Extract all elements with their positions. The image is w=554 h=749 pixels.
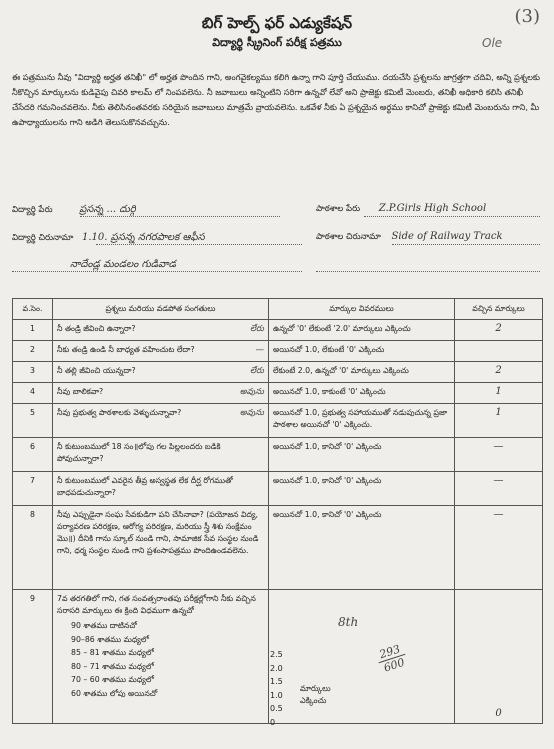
row-question: నీ కుటుంబములో 18 సం॥లోపు గల పిల్లలందరు బడికి పోవుచున్నారా? bbox=[53, 438, 269, 472]
grade-band: 85 – 81 శాతము మధ్యలో bbox=[71, 648, 154, 657]
row-number: 1 bbox=[13, 320, 53, 341]
row-marks: లేకుంటే 2.0, ఉన్నచో '0' మార్కులు ఎక్కించు bbox=[269, 362, 455, 383]
col-marks-details: మార్కుల వివరములు bbox=[269, 299, 455, 320]
corner-mark: (3) bbox=[514, 6, 540, 27]
school-name-value[interactable]: Z.P.Girls High School bbox=[378, 203, 487, 214]
row-score[interactable]: 1 bbox=[455, 383, 543, 404]
row-score[interactable]: 2 bbox=[455, 362, 543, 383]
student-name-value[interactable]: ప్రసన్న ... దుర్గి bbox=[79, 204, 136, 215]
handwritten-mark: Ole bbox=[482, 36, 503, 50]
row-marks: అయినచో 1.0, కానిచో '0' ఎక్కించు bbox=[269, 506, 455, 590]
form-title: బిగ్ హెల్ప్ ఫర్ ఎడ్యుకేషన్ bbox=[201, 14, 353, 32]
student-address-value-2[interactable]: నాదేండ్ల మండలం గుడివాడ bbox=[70, 259, 177, 270]
scale-value: 1.0 bbox=[270, 690, 283, 700]
grade-band: 70 – 60 శాతము మధ్యలో bbox=[71, 675, 154, 684]
grade-band: 90 శాతము దాటినచో bbox=[71, 621, 137, 630]
form-subtitle: విద్యార్థి స్క్రీనింగ్ పరీక్ష పత్రము bbox=[212, 36, 342, 49]
row-number: 9 bbox=[13, 590, 53, 724]
row-answer-note: అవును bbox=[239, 387, 264, 397]
student-address-label: విద్యార్థి చిరునామా bbox=[12, 233, 74, 243]
table-row bbox=[13, 341, 543, 362]
row-marks: అయినచో 1.0, కానిచో '0' ఎక్కించు bbox=[269, 438, 455, 472]
scale-value: 0 bbox=[270, 717, 276, 727]
table-row bbox=[13, 506, 543, 590]
table-row bbox=[13, 383, 543, 404]
row-answer-note: అవును bbox=[239, 408, 264, 418]
table-row bbox=[13, 320, 543, 341]
table-row bbox=[13, 472, 543, 506]
row-score[interactable]: 1 bbox=[455, 404, 543, 438]
row-marks: ఉన్నచో '0' లేకుంటే '2.0' మార్కులు ఎక్కించు bbox=[269, 320, 455, 341]
student-name-line bbox=[80, 215, 280, 217]
student-address-value[interactable]: 1.10. ప్రసన్న నగరపాలక ఆఫీస bbox=[82, 232, 205, 243]
row-marks: అయినచో 1.0, ప్రభుత్వ సహాయముతో నడుపుచున్న ప్రజా పాఠశాల అయినచో '0' ఎక్కించు. bbox=[269, 404, 455, 438]
row-number: 3 bbox=[13, 362, 53, 383]
row-question: నీ తల్లి జీవించి యున్నదా? లేరు bbox=[53, 362, 269, 383]
student-address-line bbox=[96, 243, 302, 245]
row-answer-note: లేరు bbox=[249, 324, 264, 334]
school-name-line bbox=[364, 215, 540, 217]
row-answer-note: — bbox=[255, 345, 264, 355]
row-question: నీవు ప్రభుత్వ పాఠశాలకు వెళ్ళుచున్నావా? అవును bbox=[53, 404, 269, 438]
row-number: 4 bbox=[13, 383, 53, 404]
school-address-label: పాఠశాల చిరునామా bbox=[316, 232, 381, 242]
table-row bbox=[13, 438, 543, 472]
marks-scale bbox=[270, 648, 283, 729]
row-score[interactable]: 2 bbox=[455, 320, 543, 341]
row-number: 5 bbox=[13, 404, 53, 438]
row-question: నీ తండ్రి జీవించి ఉన్నారా? లేరు bbox=[53, 320, 269, 341]
row-question: నీ కుటుంబములో ఎవరైన తీవ్ర అస్వస్థత లేక దీర్ఘ రోగముతో బాధపడుచున్నారా? bbox=[53, 472, 269, 506]
row-marks bbox=[269, 590, 455, 724]
row-number: 7 bbox=[13, 472, 53, 506]
row-number: 6 bbox=[13, 438, 53, 472]
row-question: నీవు ఎప్పుడైనా సంఘ సేవకుడిగా పని చేసినావా? (పయోజన విద్య, పర్యావరణ పరిరక్షణ, ఆరోగ్య పరిరక్షణ, మరియు స్త్రీ శిశు సంక్షేమం మొ॥) దీనికి గాను స్కూల్ నుండి గాని, సామాజిక సేవ సంస్థల నుండి గాని, ధర్మ సంస్థల నుండి గాని ప్రశంసాపత్రము పొందిఉండవలెను. bbox=[53, 506, 269, 590]
row-score[interactable]: — bbox=[455, 438, 543, 472]
grade-band: 80 – 71 శాతము మధ్యలో bbox=[71, 661, 154, 671]
row-number: 2 bbox=[13, 341, 53, 362]
row-score[interactable]: — bbox=[455, 506, 543, 590]
scale-value: 1.5 bbox=[270, 677, 283, 686]
row-marks: అయినచో 1.0, లేకుంటే '0' ఎక్కించు bbox=[269, 341, 455, 362]
student-name-label: విద్యార్థి పేరు bbox=[12, 205, 53, 215]
row-marks: అయినచో 1.0, కాకుంటే '0' ఎక్కించు bbox=[269, 383, 455, 404]
handwritten-class: 8th bbox=[338, 615, 359, 629]
row-score[interactable]: 0 bbox=[455, 590, 543, 724]
scale-value: 2.0 bbox=[270, 663, 283, 673]
scale-value: 0.5 bbox=[270, 704, 283, 713]
row-question: నీకు తండ్రి ఉండి నీ బాధ్యత వహించుట లేదా? — bbox=[53, 341, 269, 362]
school-address-line bbox=[392, 243, 540, 245]
row-question: నీవు బాలికవా? అవును bbox=[53, 383, 269, 404]
row-marks: అయినచో 1.0, కానిచో '0' ఎక్కించు bbox=[269, 472, 455, 506]
col-marks-obtained: వచ్చిన మార్కులు bbox=[455, 299, 543, 320]
table-row bbox=[13, 404, 543, 438]
row-answer-note: లేరు bbox=[249, 366, 264, 376]
scale-label: మార్కులు ఎక్కించు bbox=[300, 684, 331, 705]
row-score[interactable]: — bbox=[455, 472, 543, 506]
table-row bbox=[13, 362, 543, 383]
grade-bands bbox=[57, 619, 264, 700]
col-questions: ప్రశ్నలు మరియు వడపోత సంగతులు bbox=[53, 299, 269, 320]
handwritten-denominator: 600 bbox=[382, 655, 407, 675]
school-name-label: పాఠశాల పేరు bbox=[316, 204, 361, 214]
row-question: 7వ తరగతిలో గాని, గత సంవత్సరాంతపు పరీక్షల్లోగాని నీకు వచ్చిన సరాసరి మార్కులు ఈ క్రింది విధముగా ఉన్నచో 90 శాతము దాటినచో 90–86 శాతము మధ్యలో 85 – 81 శాతము మధ్యలో 80 – 71 శాతము మధ్యలో 70 – 60 శాతము మధ్యలో 60 శాతము లోపు అయినచో bbox=[53, 590, 269, 724]
intro-paragraph: ఈ పత్రమును నీవు "విద్యార్థి అర్హత తనిఖీ" లో అర్హత పొందిన గాని, అంగవైకల్యము కలిగి ఉన్నా గాని పూర్తి చేయుము. దయచేసి ప్రశ్నలను జాగ్రత్తగా చదివి, అన్ని ప్రశ్నలకు నీకొచ్చిన మార్కులను కుడివైపు చివరి కాలమ్ లో నింపవలెను. నీ జవాబులు అన్నింటిని సరిగా ఉన్నవో లేవో అని ప్రాజెక్టు కమిటీ మెంబరు, తనిఖీ అధికారి కలిసి తనిఖీ చేసేదరి గమనించవలెను. నీకు తెలిసినంతవరకు సరియైన జవాబులు మాత్రమే వ్రాయవలెను. ఒకవేళ నీకు ఏ ప్రశ్నయైన అర్థము కానిచో ప్రాజెక్టు కమిటీ మెంబరును గాని, మీ ఉపాధ్యాయులను గాని అడిగి తెలుసుకొనవచ్చును. bbox=[12, 72, 541, 127]
scale-value: 2.5 bbox=[270, 650, 283, 659]
grade-band: 60 శాతము లోపు అయినచో bbox=[71, 688, 158, 698]
row-number: 8 bbox=[13, 506, 53, 590]
student-address-line-2 bbox=[12, 270, 302, 272]
grade-band: 90–86 శాతము మధ్యలో bbox=[71, 634, 149, 644]
col-serial: వ.సెం. bbox=[13, 299, 53, 320]
row-score[interactable] bbox=[455, 341, 543, 362]
table-header-row bbox=[13, 299, 543, 320]
school-address-line-2 bbox=[316, 270, 540, 272]
handwritten-numerator: 293 bbox=[377, 642, 402, 662]
school-address-value[interactable]: Side of Railway Track bbox=[391, 231, 503, 242]
